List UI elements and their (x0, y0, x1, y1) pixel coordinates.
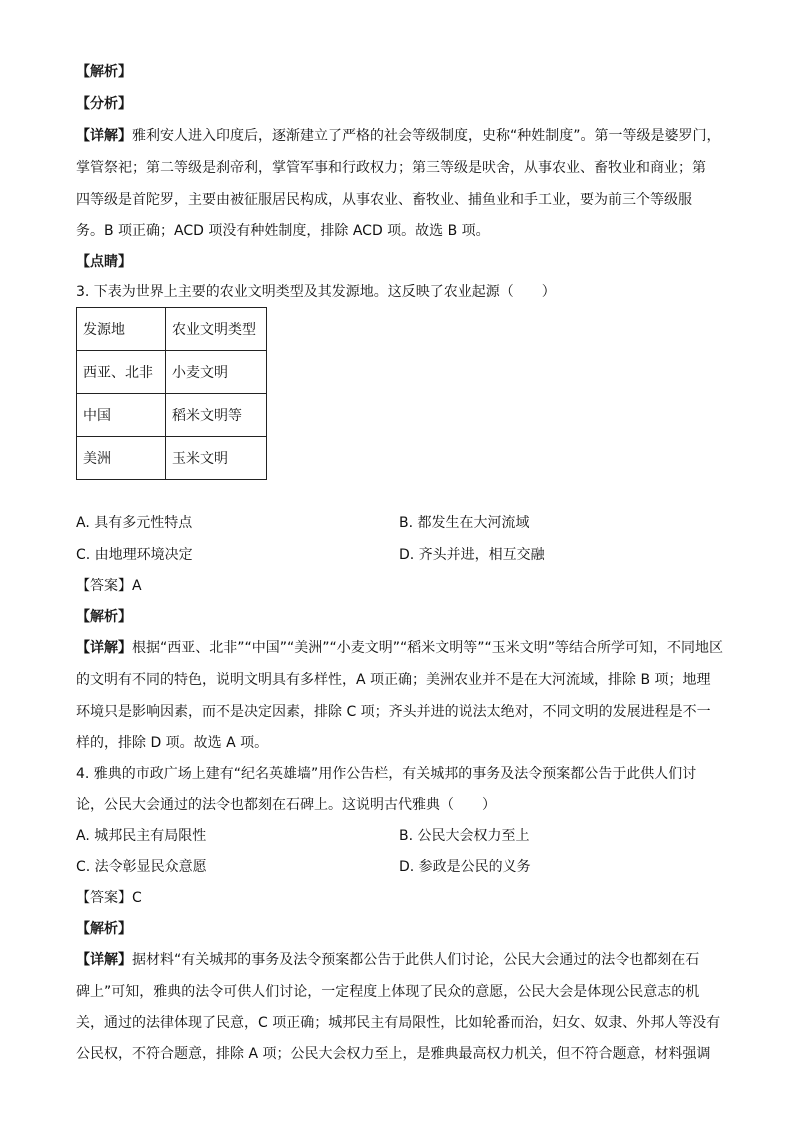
detail-text: 雅利安人进入印度后，逐渐建立了严格的社会等级制度，史称“种姓制度”。第一等级是婆罗门， (132, 128, 721, 144)
detail-line (76, 950, 699, 970)
option-a: A. 城邦民主有局限性 (76, 828, 207, 844)
detail-text: 据材料“有关城邦的事务及法令预案都公告于此供人们讨论，公民大会通过的法令也都刻在石 (132, 952, 700, 968)
option-d: D. 齐头并进，相互交融 (399, 547, 545, 563)
analysis-heading: 【解析】 (76, 64, 132, 80)
detail-line: 样的，排除 D 项。故选 A 项。 (76, 735, 269, 751)
table-cell: 西亚、北非 (77, 351, 166, 394)
table-cell: 中国 (77, 394, 166, 437)
detail-tag: 【详解】 (76, 640, 132, 656)
answer-line: 【答案】A (76, 578, 142, 594)
table-cell: 稻米文明等 (166, 394, 267, 437)
question-4-stem: 4. 雅典的市政广场上建有“纪名英雄墙”用作公告栏，有关城邦的事务及法令预案都公告于此供人们讨 (76, 766, 697, 782)
table-cell: 美洲 (77, 437, 166, 480)
answer-line: 【答案】C (76, 890, 142, 906)
origin-table (76, 307, 267, 480)
table-row (77, 437, 267, 480)
table-header-cell: 发源地 (77, 308, 166, 351)
table-row (77, 394, 267, 437)
option-b: B. 公民大会权力至上 (399, 828, 530, 844)
table-cell: 玉米文明 (166, 437, 267, 480)
option-c: C. 法令彰显民众意愿 (76, 859, 207, 875)
fenxi-heading: 【分析】 (76, 96, 132, 112)
option-d: D. 参政是公民的义务 (399, 859, 531, 875)
dianjing-heading: 【点睛】 (76, 254, 132, 270)
question-3-stem: 3. 下表为世界上主要的农业文明类型及其发源地。这反映了农业起源（ ） (76, 284, 556, 300)
detail-line (76, 126, 721, 146)
detail-line: 掌管祭祀；第二等级是刹帝利，掌管军事和行政权力；第三等级是吠舍，从事农业、畜牧业和商业；第 (76, 160, 706, 176)
table-header-row (77, 308, 267, 351)
detail-line: 四等级是首陀罗，主要由被征服居民构成，从事农业、畜牧业、捕鱼业和手工业，要为前三个等级服 (76, 192, 692, 208)
option-c: C. 由地理环境决定 (76, 547, 193, 563)
analysis-heading: 【解析】 (76, 921, 132, 937)
detail-line: 碑上”可知，雅典的法令可供人们讨论，一定程度上体现了民众的意愿，公民大会是体现公民意志的机 (76, 984, 700, 1000)
table-cell: 小麦文明 (166, 351, 267, 394)
detail-line: 关，通过的法律体现了民意，C 项正确；城邦民主有局限性，比如轮番而治，妇女、奴隶、外邦人等没有 (76, 1015, 721, 1031)
detail-line: 环境只是影响因素，而不是决定因素，排除 C 项；齐头并进的说法太绝对，不同文明的发展进程是不一 (76, 704, 711, 720)
detail-tag: 【详解】 (76, 952, 132, 968)
detail-text: 根据“西亚、北非”“中国”“美洲”“小麦文明”“稻米文明等”“玉米文明”等结合所学可知，不同地区 (132, 640, 724, 656)
option-b: B. 都发生在大河流域 (399, 515, 530, 531)
detail-tag: 【详解】 (76, 128, 132, 144)
question-4-stem: 论，公民大会通过的法令也都刻在石碑上。这说明古代雅典（ ） (76, 797, 496, 813)
analysis-heading: 【解析】 (76, 609, 132, 625)
table-row (77, 351, 267, 394)
detail-line: 的文明有不同的特色，说明文明具有多样性，A 项正确；美洲农业并不是在大河流域，排除 B 项；地理 (76, 672, 711, 688)
option-a: A. 具有多元性特点 (76, 515, 193, 531)
table-header-cell: 农业文明类型 (166, 308, 267, 351)
detail-line: 务。B 项正确；ACD 项没有种姓制度，排除 ACD 项。故选 B 项。 (76, 223, 490, 239)
detail-line (76, 638, 723, 658)
detail-line: 公民权，不符合题意，排除 A 项；公民大会权力至上，是雅典最高权力机关，但不符合题意，材料强调 (76, 1046, 711, 1062)
